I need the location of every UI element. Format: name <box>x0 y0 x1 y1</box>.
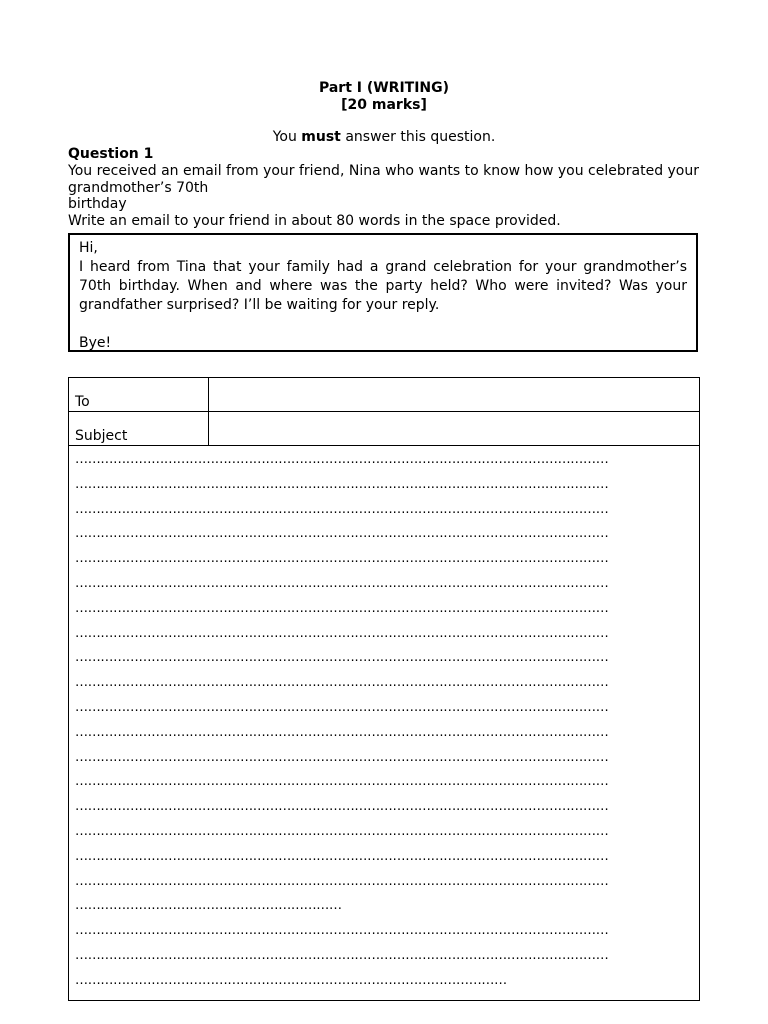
answer-dotted-line[interactable]: ……………………………………………………………………………………………………………… <box>75 774 609 790</box>
answer-dotted-line[interactable]: ……………………………………………………………………………………………………………… <box>75 501 609 517</box>
instruction-before: You <box>272 129 302 145</box>
to-row <box>69 378 699 412</box>
answer-dotted-line[interactable]: ……………………………………………………………………………………………………………… <box>75 625 609 641</box>
question-prompt <box>68 163 708 229</box>
answer-dotted-line[interactable]: ……………………………………………………………………………………………………………… <box>75 749 609 765</box>
answer-dotted-line[interactable]: ……………………………………………………………………………………………………………… <box>75 575 609 591</box>
part-heading <box>0 80 768 114</box>
email-closing: Bye! <box>79 335 112 351</box>
question-prompt-line-3: Write an email to your friend in about 80 words in the space provided. <box>68 212 561 229</box>
answer-dotted-line[interactable]: ……………………………………………………………………………………………………………… <box>75 724 609 740</box>
email-spacer <box>79 315 687 334</box>
answer-dotted-line[interactable]: ……………………………………………………………………………………………………………… <box>75 848 609 864</box>
received-email-box <box>68 233 698 352</box>
answer-dotted-line[interactable]: ……………………………………………………………………………………………………………… <box>75 476 609 492</box>
answer-dotted-line[interactable]: ……………………………………………………………………………………………………………… <box>75 551 609 567</box>
answer-dotted-line[interactable]: ……………………………………………………………………………………………………………… <box>75 452 609 467</box>
answer-dotted-line[interactable]: ……………………………………………………………………………………………………………… <box>75 823 609 839</box>
answer-dotted-line[interactable]: ……………………………………………………………………………………………………………… <box>75 947 609 963</box>
answer-dotted-line[interactable]: ……………………………………………………………………………………………………………… <box>75 799 609 815</box>
subject-field[interactable] <box>210 412 699 445</box>
answer-dotted-line[interactable]: ……………………………………………………………………………………………………………… <box>75 526 609 542</box>
to-label: To <box>75 394 90 410</box>
answer-dotted-line[interactable]: ……………………………………………………………………………………………………………… <box>75 699 609 715</box>
subject-label: Subject <box>75 428 128 444</box>
question-prompt-line-2: birthday <box>68 196 127 212</box>
answer-dotted-line[interactable]: ……………………………………………………………………………………………………………… <box>75 600 609 616</box>
answer-dotted-line[interactable]: ……………………………………………………… <box>75 898 342 914</box>
question-heading: Question 1 <box>68 146 154 162</box>
answer-writing-area[interactable] <box>75 448 695 994</box>
instruction-line <box>0 129 768 146</box>
instruction-after: answer this question. <box>340 129 496 145</box>
to-label-cell <box>69 378 209 411</box>
to-field[interactable] <box>210 378 699 411</box>
answer-dotted-line[interactable]: ……………………………………………………………………………………………………………… <box>75 650 609 666</box>
marks-label: [20 marks] <box>341 97 427 113</box>
answer-dotted-line[interactable]: ………………………………………………………………………………………… <box>75 972 507 988</box>
subject-label-cell <box>69 412 209 445</box>
answer-dotted-line[interactable]: ……………………………………………………………………………………………………………… <box>75 675 609 691</box>
answer-dotted-line[interactable]: ……………………………………………………………………………………………………………… <box>75 923 609 939</box>
question-prompt-line-1: You received an email from your friend, Nina who wants to know how you celebrated your grandmother’s 70th <box>68 163 700 196</box>
email-body: I heard from Tina that your family had a grand celebration for your grandmother’s 70th birthday. When and where was the party held? Who were invited? Was your grandfather surprised? I’ll be waiting for your reply. <box>79 259 687 313</box>
answer-email-form <box>68 377 700 1001</box>
part-title: Part I (WRITING) <box>318 80 450 96</box>
subject-row <box>69 412 699 446</box>
email-greeting: Hi, <box>79 240 98 256</box>
answer-dotted-line[interactable]: ……………………………………………………………………………………………………………… <box>75 873 609 889</box>
instruction-emphasis: must <box>301 129 341 145</box>
